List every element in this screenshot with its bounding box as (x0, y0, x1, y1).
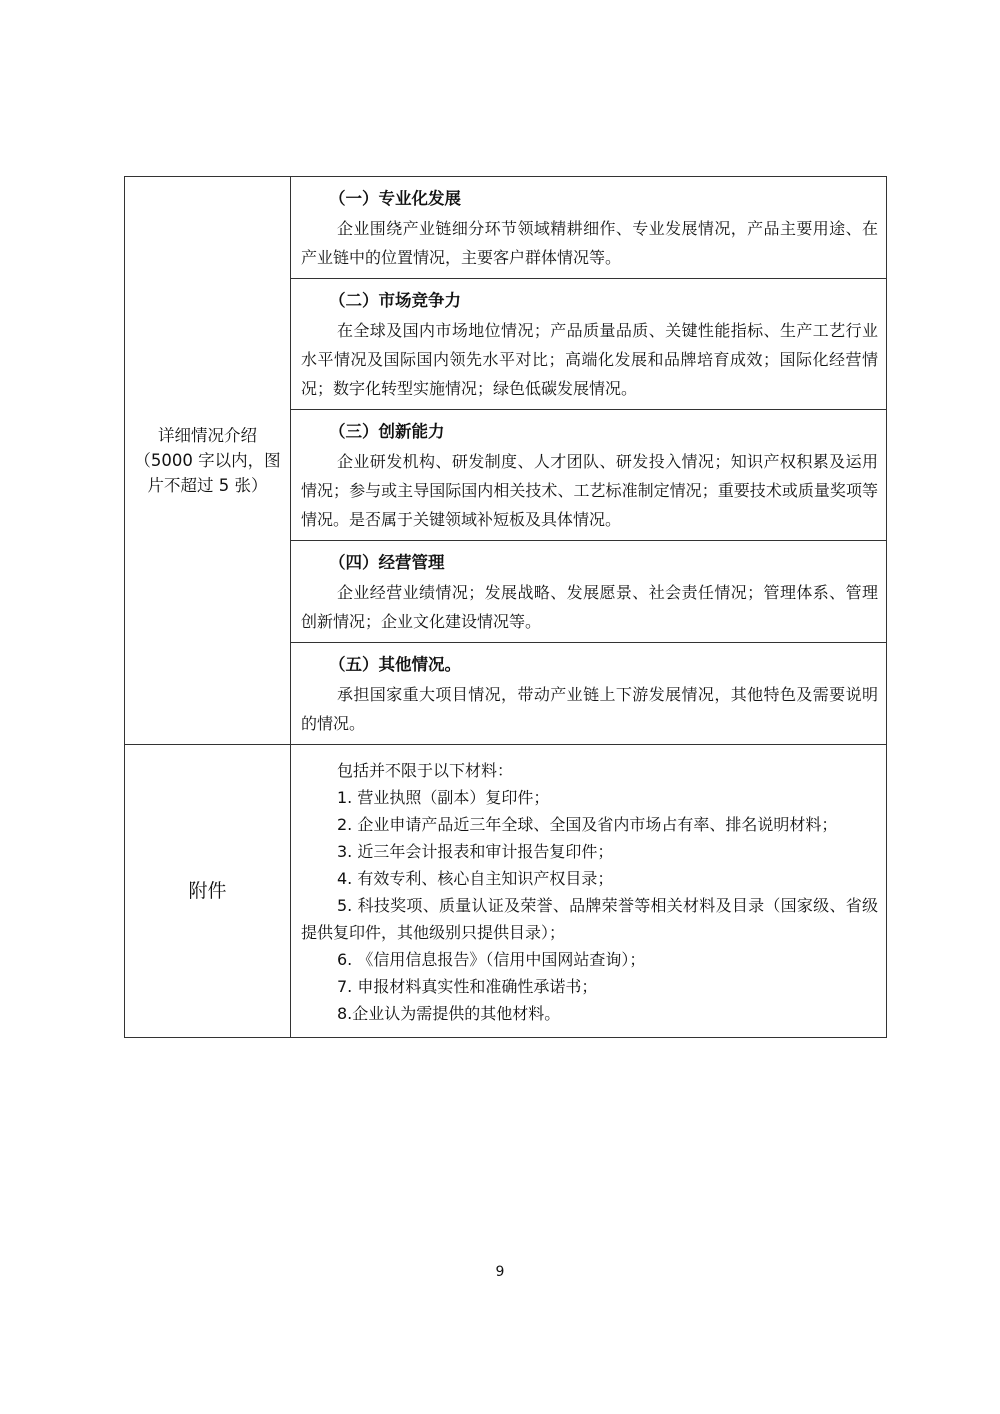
attachments-intro: 包括并不限于以下材料： (337, 761, 514, 780)
section-body: 企业围绕产业链细分环节领域精耕细作、专业发展情况，产品主要用途、在产业链中的位置情况，主要客户群体情况等。 (301, 219, 878, 267)
section-title: （五）其他情况。 (329, 655, 461, 674)
section-other (291, 643, 887, 745)
list-item: 3. 近三年会计报表和审计报告复印件； (337, 842, 614, 861)
list-item: 6. 《信用信息报告》（信用中国网站查询）； (337, 950, 646, 969)
detail-label-cell (125, 177, 291, 745)
detail-label-note-1: （5000 字以内，图 (134, 451, 281, 470)
page-number: 9 (495, 1264, 505, 1280)
attachments-label-cell (125, 745, 291, 1038)
list-item: 4. 有效专利、核心自主知识产权目录； (337, 869, 614, 888)
attachments-list (291, 745, 887, 1038)
table-row (125, 177, 887, 279)
list-item: 7. 申报材料真实性和准确性承诺书； (337, 977, 598, 996)
section-innovation (291, 410, 887, 541)
detail-label-note-2: 片不超过 5 张） (147, 476, 268, 495)
table-row (125, 745, 887, 1038)
list-item: 8.企业认为需提供的其他材料。 (337, 1004, 561, 1023)
section-body: 在全球及国内市场地位情况；产品质量品质、关键性能指标、生产工艺行业水平情况及国际国内领先水平对比；高端化发展和品牌培育成效；国际化经营情况；数字化转型实施情况；绿色低碳发展情况。 (301, 321, 878, 398)
section-specialization (291, 177, 887, 279)
section-competitiveness (291, 279, 887, 410)
section-body: 企业经营业绩情况；发展战略、发展愿景、社会责任情况；管理体系、管理创新情况；企业文化建设情况等。 (301, 583, 878, 631)
list-item: 1. 营业执照（副本）复印件； (337, 788, 550, 807)
section-title: （二）市场竞争力 (329, 291, 461, 310)
detail-label-title: 详细情况介绍 (158, 426, 257, 445)
application-form-table (124, 176, 887, 1038)
section-body: 企业研发机构、研发制度、人才团队、研发投入情况；知识产权积累及运用情况；参与或主导国际国内相关技术、工艺标准制定情况；重要技术或质量奖项等情况。是否属于关键领域补短板及具体情况。 (301, 452, 878, 529)
section-management (291, 541, 887, 643)
section-title: （四）经营管理 (329, 553, 445, 572)
list-item: 2. 企业申请产品近三年全球、全国及省内市场占有率、排名说明材料； (337, 815, 838, 834)
section-body: 承担国家重大项目情况，带动产业链上下游发展情况，其他特色及需要说明的情况。 (301, 685, 878, 733)
attachments-label: 附件 (188, 879, 227, 902)
section-title: （三）创新能力 (329, 422, 445, 441)
list-item: 5. 科技奖项、质量认证及荣誉、品牌荣誉等相关材料及目录（国家级、省级提供复印件，其他级别只提供目录）； (301, 896, 878, 942)
section-title: （一）专业化发展 (329, 189, 461, 208)
